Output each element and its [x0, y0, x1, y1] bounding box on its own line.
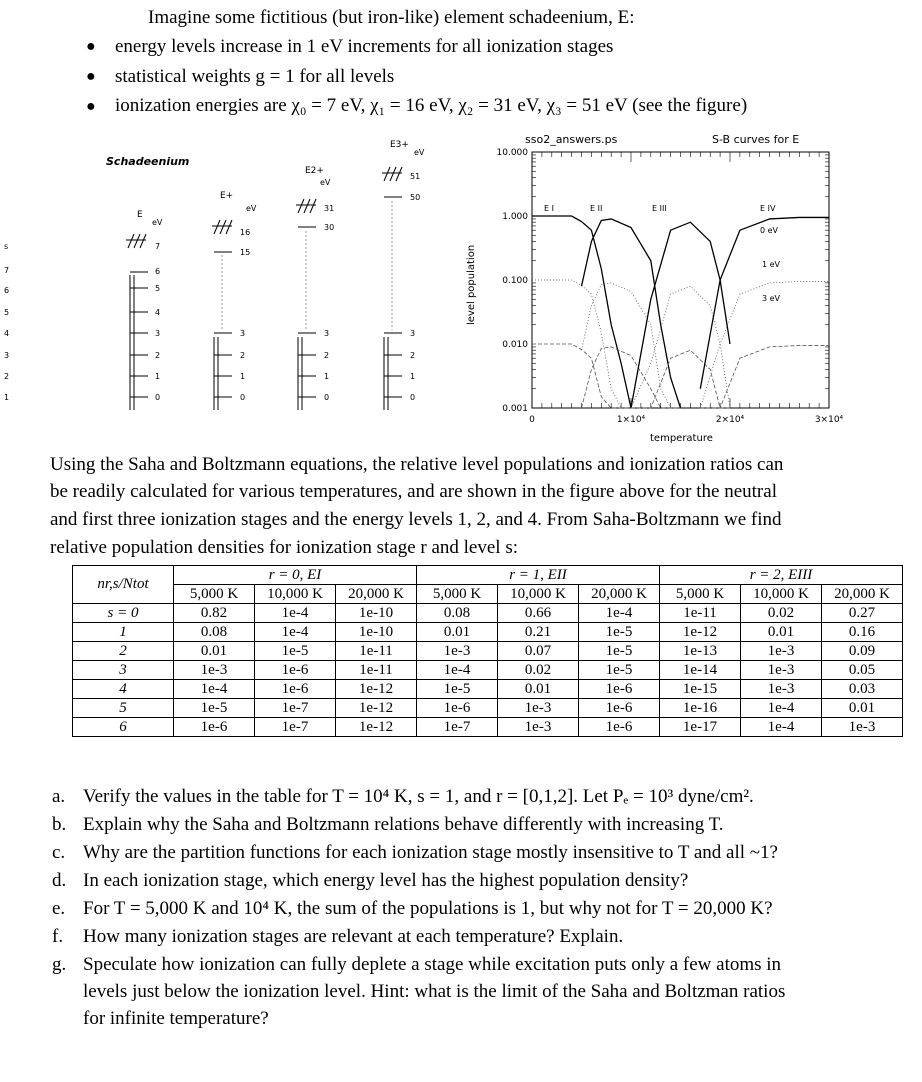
table-cell: 0.01 — [174, 642, 255, 661]
question-text: In each ionization stage, which energy level has the highest population density? — [83, 870, 689, 891]
table-cell: 1e-12 — [660, 623, 741, 642]
table-cell: 1e-14 — [660, 661, 741, 680]
question-line — [52, 870, 688, 892]
x-tick-label: 3×10⁴ — [814, 415, 844, 425]
axis-tick: 7 — [4, 266, 10, 275]
table-cell: 1e-5 — [579, 661, 660, 680]
stage-label-e3-plus: E3+ — [390, 140, 409, 150]
table-cell: 1e-4 — [741, 699, 822, 718]
stage-label: E I — [544, 204, 554, 213]
table-cell: 1e-5 — [417, 680, 498, 699]
table-cell: 0.16 — [822, 623, 903, 642]
table-temp-header: 5,000 K — [417, 585, 498, 604]
table-cell: 0.01 — [741, 623, 822, 642]
table-cell: 1e-3 — [741, 661, 822, 680]
question-line — [52, 814, 724, 836]
level-value: 0 — [155, 393, 161, 402]
table-cell: 1e-10 — [336, 623, 417, 642]
table-cell: 1e-5 — [579, 642, 660, 661]
table-cell: 1e-5 — [174, 699, 255, 718]
table-cell: 1e-4 — [741, 718, 822, 737]
paragraph-line: and first three ionization stages and the energy levels 1, 2, and 4. From Saha-Boltzmann we find — [50, 509, 782, 530]
table-cell: 1e-3 — [174, 661, 255, 680]
question-label: e. — [52, 898, 66, 919]
table-cell: 1e-6 — [174, 718, 255, 737]
table-row-label: 5 — [73, 699, 174, 718]
table-cell: 1e-4 — [417, 661, 498, 680]
ionization-value: 51 — [410, 172, 421, 181]
level-value: 5 — [155, 284, 161, 293]
table-cell: 0.21 — [498, 623, 579, 642]
bullet-3: ionization energies are χ₀ = 7 eV, χ₁ = 16 eV, χ₂ = 31 eV, χ₃ = 51 eV (see the figure) — [115, 95, 748, 116]
level-value: 15 — [240, 248, 251, 257]
paragraph-line: Using the Saha and Boltzmann equations, the relative level populations and ionization ratios can — [50, 454, 784, 475]
table-temp-header: 5,000 K — [660, 585, 741, 604]
level-value: 4 — [155, 308, 161, 317]
table-row — [73, 718, 903, 737]
table-cell: 0.08 — [174, 623, 255, 642]
table-cell: 1e-6 — [255, 680, 336, 699]
y-tick-label: 1.000 — [502, 212, 528, 222]
table-row — [73, 661, 903, 680]
table-cell: 0.05 — [822, 661, 903, 680]
stage-label-e: E — [137, 210, 143, 220]
table-temp-header: 20,000 K — [822, 585, 903, 604]
chart-xlabel: temperature — [650, 433, 713, 444]
table-cell: 1e-3 — [498, 718, 579, 737]
table-cell: 0.01 — [498, 680, 579, 699]
unit-label: eV — [152, 218, 163, 227]
question-line — [52, 842, 778, 864]
x-tick-label: 1×10⁴ — [616, 415, 646, 425]
y-tick-label: 0.100 — [502, 276, 528, 286]
paragraph-line: relative population densities for ionization stage r and level s: — [50, 537, 519, 558]
question-text: Why are the partition functions for each ionization stage mostly insensitive to T and all ~1? — [83, 842, 778, 863]
chart-file-label: sso2_answers.ps — [525, 133, 618, 146]
table-cell: 0.02 — [741, 604, 822, 623]
series-excited-line — [582, 283, 681, 408]
bullet-dot: ● — [86, 68, 96, 85]
stage-label-e-plus: E+ — [220, 191, 234, 201]
question-label: a. — [52, 786, 66, 807]
table-cell: 1e-6 — [579, 718, 660, 737]
table-cell: 1e-3 — [822, 718, 903, 737]
table-row — [73, 642, 903, 661]
axis-tick: 1 — [4, 393, 10, 402]
level-value: 3 — [324, 329, 330, 338]
level-value: 1 — [410, 372, 416, 381]
level-value: 1 — [155, 372, 161, 381]
table-row-label: 2 — [73, 642, 174, 661]
level-value: 2 — [240, 351, 246, 360]
x-tick-label: 0 — [529, 415, 535, 425]
level-value: 0 — [240, 393, 246, 402]
question-label: g. — [52, 954, 67, 975]
table-cell: 1e-6 — [417, 699, 498, 718]
table-cell: 1e-6 — [579, 680, 660, 699]
level-value: 3 — [240, 329, 246, 338]
table-cell: 1e-12 — [336, 680, 417, 699]
level-value: 1 — [240, 372, 246, 381]
level-value: 50 — [410, 193, 421, 202]
bullet-2: statistical weights g = 1 for all levels — [115, 66, 395, 87]
axis-tick: 6 — [4, 286, 10, 295]
level-value: 2 — [155, 351, 161, 360]
table-cell: 1e-5 — [579, 623, 660, 642]
level-value: 2 — [410, 351, 416, 360]
table-cell: 1e-11 — [660, 604, 741, 623]
table-row-label: s = 0 — [73, 604, 174, 623]
table-cell: 1e-3 — [417, 642, 498, 661]
table-temp-header: 5,000 K — [174, 585, 255, 604]
table-cell: 1e-12 — [336, 718, 417, 737]
level-value: 3 — [155, 329, 161, 338]
table-cell: 1e-6 — [579, 699, 660, 718]
table-cell: 1e-12 — [336, 699, 417, 718]
x-tick-label: 2×10⁴ — [715, 415, 745, 425]
table-row — [73, 680, 903, 699]
table-corner: nr,s/Ntot — [73, 566, 174, 604]
stage-label: E IV — [760, 204, 776, 213]
table-group-header: r = 0, EI — [174, 566, 417, 585]
table-cell: 1e-11 — [336, 661, 417, 680]
level-annotation: 0 eV — [760, 226, 779, 235]
table-cell: 1e-7 — [255, 718, 336, 737]
series-line-0 — [532, 216, 631, 408]
level-value: 0 — [410, 393, 416, 402]
population-table — [72, 565, 903, 737]
table-cell: 0.07 — [498, 642, 579, 661]
y-tick-label: 0.001 — [502, 404, 528, 414]
table-cell: 1e-10 — [336, 604, 417, 623]
table-cell: 1e-3 — [741, 680, 822, 699]
table-cell: 0.01 — [822, 699, 903, 718]
question-label: d. — [52, 870, 67, 891]
table-cell: 1e-5 — [255, 642, 336, 661]
table-cell: 0.08 — [417, 604, 498, 623]
table-cell: 1e-4 — [255, 604, 336, 623]
axis-tick: s — [4, 242, 9, 251]
unit-label: eV — [414, 148, 425, 157]
table-temp-header: 10,000 K — [498, 585, 579, 604]
table-cell: 1e-7 — [417, 718, 498, 737]
table-cell: 1e-16 — [660, 699, 741, 718]
table-cell: 0.02 — [498, 661, 579, 680]
table-cell: 1e-11 — [336, 642, 417, 661]
table-temp-header: 10,000 K — [255, 585, 336, 604]
stage-label: E III — [652, 204, 667, 213]
table-cell: 0.09 — [822, 642, 903, 661]
question-label: f. — [52, 926, 64, 947]
table-cell: 0.27 — [822, 604, 903, 623]
ionization-value: 16 — [240, 228, 251, 237]
question-text: Speculate how ionization can fully deplete a stage while excitation puts only a few atoms in — [83, 954, 782, 975]
unit-label: eV — [246, 204, 257, 213]
table-row-label: 3 — [73, 661, 174, 680]
y-tick-label: 0.010 — [502, 340, 528, 350]
table-cell: 1e-4 — [579, 604, 660, 623]
axis-tick: 4 — [4, 329, 10, 338]
table-cell: 1e-6 — [255, 661, 336, 680]
unit-label: eV — [320, 178, 331, 187]
bullet-dot: ● — [86, 38, 96, 55]
level-diagram — [0, 125, 450, 425]
table-row — [73, 604, 903, 623]
table-cell: 1e-4 — [174, 680, 255, 699]
question-line — [52, 954, 781, 976]
intro-title: Imagine some fictitious (but iron-like) element schadeenium, E: — [148, 7, 635, 28]
plot-frame — [532, 152, 829, 408]
axis-tick: 3 — [4, 351, 10, 360]
question-text: for infinite temperature? — [83, 1008, 269, 1029]
level-annotation: 3 eV — [762, 294, 781, 303]
question-text: How many ionization stages are relevant at each temperature? Explain. — [83, 926, 624, 947]
bullet-1: energy levels increase in 1 eV increments for all ionization stages — [115, 36, 614, 57]
question-line — [52, 786, 754, 808]
question-line — [52, 898, 773, 920]
question-line — [52, 1008, 269, 1030]
table-cell: 0.03 — [822, 680, 903, 699]
level-value: 2 — [324, 351, 330, 360]
question-text: Verify the values in the table for T = 10⁴ K, s = 1, and r = [0,1,2]. Let Pₑ = 10³ dyne/cm². — [83, 786, 754, 807]
question-line — [52, 926, 623, 948]
series-line-3 — [700, 217, 829, 388]
paragraph-line: be readily calculated for various temperatures, and are shown in the figure above for the neutral — [50, 481, 777, 502]
table-cell: 1e-4 — [255, 623, 336, 642]
table-cell: 1e-17 — [660, 718, 741, 737]
table-row — [73, 623, 903, 642]
table-cell: 1e-3 — [498, 699, 579, 718]
level-value: 1 — [324, 372, 330, 381]
table-temp-header: 20,000 K — [579, 585, 660, 604]
question-label: c. — [52, 842, 66, 863]
table-group-header: r = 2, EIII — [660, 566, 903, 585]
ionization-value: 31 — [324, 204, 335, 213]
table-row — [73, 699, 903, 718]
question-text: Explain why the Saha and Boltzmann relations behave differently with increasing T. — [83, 814, 724, 835]
level-value: 0 — [324, 393, 330, 402]
table-row-label: 6 — [73, 718, 174, 737]
table-row-label: 4 — [73, 680, 174, 699]
question-text: levels just below the ionization level. Hint: what is the limit of the Saha and Boltzman ratios — [83, 981, 786, 1002]
table-cell: 1e-7 — [255, 699, 336, 718]
population-chart — [450, 125, 890, 445]
level-value: 3 — [410, 329, 416, 338]
chart-ylabel: level population — [466, 244, 477, 325]
question-line — [52, 981, 785, 1003]
bullet-dot: ● — [86, 98, 96, 115]
stage-label-e2-plus: E2+ — [305, 166, 324, 176]
table-temp-header: 10,000 K — [741, 585, 822, 604]
question-text: For T = 5,000 K and 10⁴ K, the sum of the populations is 1, but why not for T = 20,000 K? — [83, 898, 773, 919]
stage-label: E II — [590, 204, 603, 213]
table-group-header: r = 1, EII — [417, 566, 660, 585]
table-cell: 0.66 — [498, 604, 579, 623]
diagram-title: Schadeenium — [106, 155, 190, 168]
ionization-value: 7 — [155, 242, 161, 251]
level-annotation: 1 eV — [762, 260, 781, 269]
axis-tick: 2 — [4, 372, 10, 381]
table-cell: 0.01 — [417, 623, 498, 642]
y-tick-label: 10.000 — [496, 148, 528, 158]
chart-title: S-B curves for E — [712, 133, 800, 146]
level-value: 6 — [155, 267, 161, 276]
table-row-label: 1 — [73, 623, 174, 642]
table-cell: 0.82 — [174, 604, 255, 623]
table-cell: 1e-13 — [660, 642, 741, 661]
table-cell: 1e-15 — [660, 680, 741, 699]
table-cell: 1e-3 — [741, 642, 822, 661]
level-value: 30 — [324, 223, 335, 232]
series-excited-line — [700, 345, 829, 408]
question-label: b. — [52, 814, 67, 835]
axis-tick: 5 — [4, 308, 10, 317]
table-temp-header: 20,000 K — [336, 585, 417, 604]
